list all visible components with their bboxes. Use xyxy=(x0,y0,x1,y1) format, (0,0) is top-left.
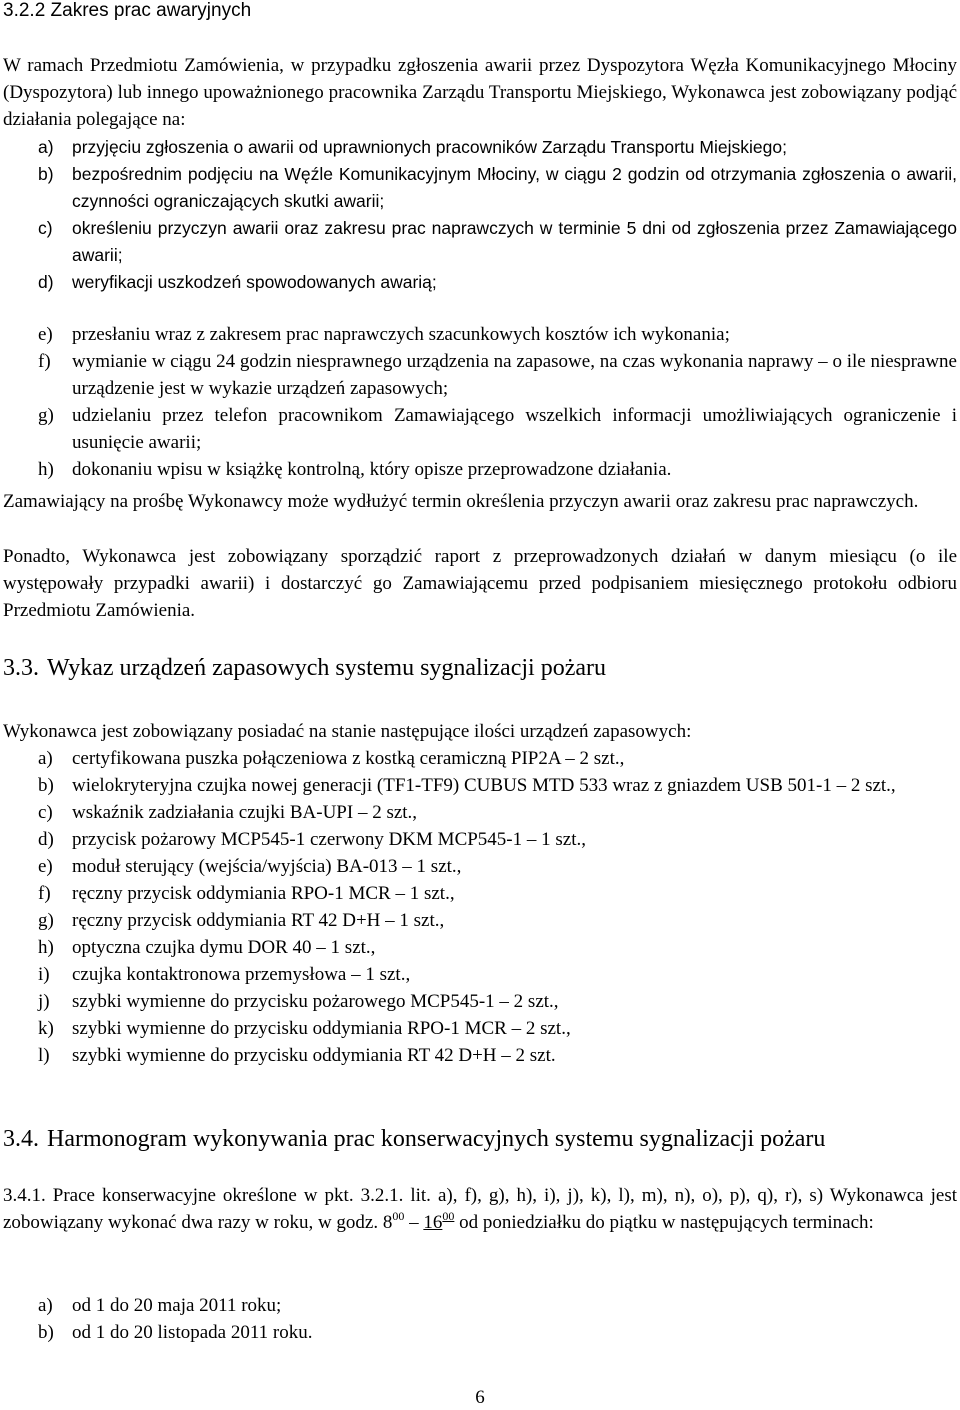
list-item xyxy=(3,134,957,161)
list-item xyxy=(3,161,957,215)
time-hour: 16 xyxy=(423,1212,443,1233)
time-superscript: 00 xyxy=(392,1209,405,1223)
list-item-text: od 1 do 20 listopada 2011 roku. xyxy=(72,1322,313,1343)
section-322-list xyxy=(3,134,957,296)
list-marker: j) xyxy=(38,991,50,1012)
list-item-text: ręczny przycisk oddymiania RPO-1 MCR – 1 szt., xyxy=(72,883,455,904)
list-item-text: wielokryteryjna czujka nowej generacji (TF1-TF9) CUBUS MTD 533 wraz z gniazdem USB 501-1 – 2 szt., xyxy=(72,775,896,796)
list-item xyxy=(3,772,957,799)
section-title: Harmonogram wykonywania prac konserwacyjnych systemu sygnalizacji pożaru xyxy=(47,1126,826,1152)
time-separator: – xyxy=(404,1212,424,1233)
section-322-intro: W ramach Przedmiotu Zamówienia, w przypadku zgłoszenia awarii przez Dyspozytora Węzła Komunikacyjnego Młociny (Dyspozytora) lub innego upoważnionego pracownika Zarządu Transportu Miejskiego, Wykonawca jest zobowiązany podjąć działania polegające na: xyxy=(3,55,957,130)
list-marker: c) xyxy=(38,218,53,238)
list-marker: a) xyxy=(38,1295,53,1316)
time-superscript: 00 xyxy=(442,1209,455,1223)
list-item-text: weryfikacji uszkodzeń spowodowanych awarią; xyxy=(72,272,437,292)
section-322-paragraph-extension: Zamawiający na prośbę Wykonawcy może wydłużyć termin określenia przyczyn awarii oraz zakresu prac naprawczych. xyxy=(3,491,919,512)
list-item-text: szybki wymienne do przycisku pożarowego MCP545-1 – 2 szt., xyxy=(72,991,559,1012)
list-item xyxy=(3,934,957,961)
list-item-text: ręczny przycisk oddymiania RT 42 D+H – 1 szt., xyxy=(72,910,445,931)
list-marker: k) xyxy=(38,1018,54,1039)
section-33-intro: Wykonawca jest zobowiązany posiadać na stanie następujące ilości urządzeń zapasowych: xyxy=(3,721,692,742)
list-item-text: określeniu przyczyn awarii oraz zakresu prac naprawczych w terminie 5 dni od zgłoszenia przez Zamawiającego awarii; xyxy=(72,218,957,265)
section-heading-322: 3.2.2 Zakres prac awaryjnych xyxy=(3,0,252,21)
list-marker: d) xyxy=(38,272,54,292)
list-marker: a) xyxy=(38,748,53,769)
list-item-text: wskaźnik zadziałania czujki BA-UPI – 2 szt., xyxy=(72,802,418,823)
list-item-text: czujka kontaktronowa przemysłowa – 1 szt., xyxy=(72,964,411,985)
list-item-text: moduł sterujący (wejścia/wyjścia) BA-013 – 1 szt., xyxy=(72,856,462,877)
list-marker: i) xyxy=(38,964,50,985)
list-marker: e) xyxy=(38,856,53,877)
list-item xyxy=(3,1292,957,1319)
list-marker: f) xyxy=(38,883,51,904)
list-item xyxy=(3,853,957,880)
section-heading-34 xyxy=(3,1124,825,1154)
list-marker: b) xyxy=(38,1322,54,1343)
list-marker: b) xyxy=(38,164,54,184)
list-marker: h) xyxy=(38,459,54,480)
paragraph-text-end: od poniedziałku do piątku w następujących terminach: xyxy=(454,1212,874,1233)
list-item-text: przyjęciu zgłoszenia o awarii od uprawnionych pracowników Zarządu Transportu Miejskiego; xyxy=(72,137,787,157)
list-marker: f) xyxy=(38,351,51,372)
list-marker: h) xyxy=(38,937,54,958)
section-number: 3.4. xyxy=(3,1126,39,1152)
list-marker: d) xyxy=(38,829,54,850)
paragraph-text-start: 3.4.1. Prace konserwacyjne określone w pkt. 3.2.1. lit. a), f), g), h), i), j), k), l), m), n), o), p), q), r), s) Wykonawca jest zobowiązany wykonać dwa razy w roku, w godz. 8 xyxy=(3,1185,957,1233)
list-item xyxy=(3,961,957,988)
list-item-text: od 1 do 20 maja 2011 roku; xyxy=(72,1295,282,1316)
list-marker: b) xyxy=(38,775,54,796)
list-item xyxy=(3,215,957,269)
list-marker: g) xyxy=(38,910,54,931)
list-item xyxy=(3,799,957,826)
list-item xyxy=(3,456,957,483)
list-item-text: bezpośrednim podjęciu na Węźle Komunikacyjnym Młociny, w ciągu 2 godzin od otrzymania zgłoszenia o awarii, czynności ograniczających skutki awarii; xyxy=(72,164,957,211)
section-322-list-continued xyxy=(3,321,957,483)
list-item-text: udzielaniu przez telefon pracownikom Zamawiającego wszelkich informacji umożliwiających ograniczenie i usunięcie awarii; xyxy=(72,405,957,453)
list-marker: c) xyxy=(38,802,53,823)
section-34-list xyxy=(3,1292,957,1346)
section-number: 3.3. xyxy=(3,655,39,681)
list-item xyxy=(3,988,957,1015)
list-marker: g) xyxy=(38,405,54,426)
section-title: Wykaz urządzeń zapasowych systemu sygnalizacji pożaru xyxy=(47,655,606,681)
list-item-text: przesłaniu wraz z zakresem prac naprawczych szacunkowych kosztów ich wykonania; xyxy=(72,324,730,345)
list-item-text: dokonaniu wpisu w książkę kontrolną, który opisze przeprowadzone działania. xyxy=(72,459,672,480)
list-marker: a) xyxy=(38,137,54,157)
list-item xyxy=(3,826,957,853)
page-number: 6 xyxy=(475,1387,485,1408)
section-heading-33 xyxy=(3,653,606,683)
list-item xyxy=(3,402,957,456)
list-item xyxy=(3,1319,957,1346)
list-item xyxy=(3,1042,957,1069)
list-item xyxy=(3,880,957,907)
list-item-text: szybki wymienne do przycisku oddymiania RT 42 D+H – 2 szt. xyxy=(72,1045,556,1066)
list-item xyxy=(3,321,957,348)
list-item xyxy=(3,745,957,772)
list-marker: l) xyxy=(38,1045,50,1066)
list-item xyxy=(3,348,957,402)
section-322-paragraph-report: Ponadto, Wykonawca jest zobowiązany sporządzić raport z przeprowadzonych działań w danym miesiącu (o ile występowały przypadki awarii) i dostarczyć go Zamawiającemu przed podpisaniem miesięcznego protokołu odbioru Przedmiotu Zamówienia. xyxy=(3,546,957,621)
section-33-list xyxy=(3,745,957,1069)
list-item-text: wymianie w ciągu 24 godzin niesprawnego urządzenia na zapasowe, na czas wykonania naprawy – o ile niesprawne urządzenie jest w wykazie urządzeń zapasowych; xyxy=(72,351,957,399)
list-marker: e) xyxy=(38,324,53,345)
list-item-text: szybki wymienne do przycisku oddymiania RPO-1 MCR – 2 szt., xyxy=(72,1018,571,1039)
list-item-text: przycisk pożarowy MCP545-1 czerwony DKM MCP545-1 – 1 szt., xyxy=(72,829,586,850)
list-item xyxy=(3,1015,957,1042)
list-item-text: optyczna czujka dymu DOR 40 – 1 szt., xyxy=(72,937,376,958)
list-item-text: certyfikowana puszka połączeniowa z kostką ceramiczną PIP2A – 2 szt., xyxy=(72,748,625,769)
list-item xyxy=(3,907,957,934)
list-item xyxy=(3,269,957,296)
section-341-paragraph xyxy=(3,1182,957,1236)
